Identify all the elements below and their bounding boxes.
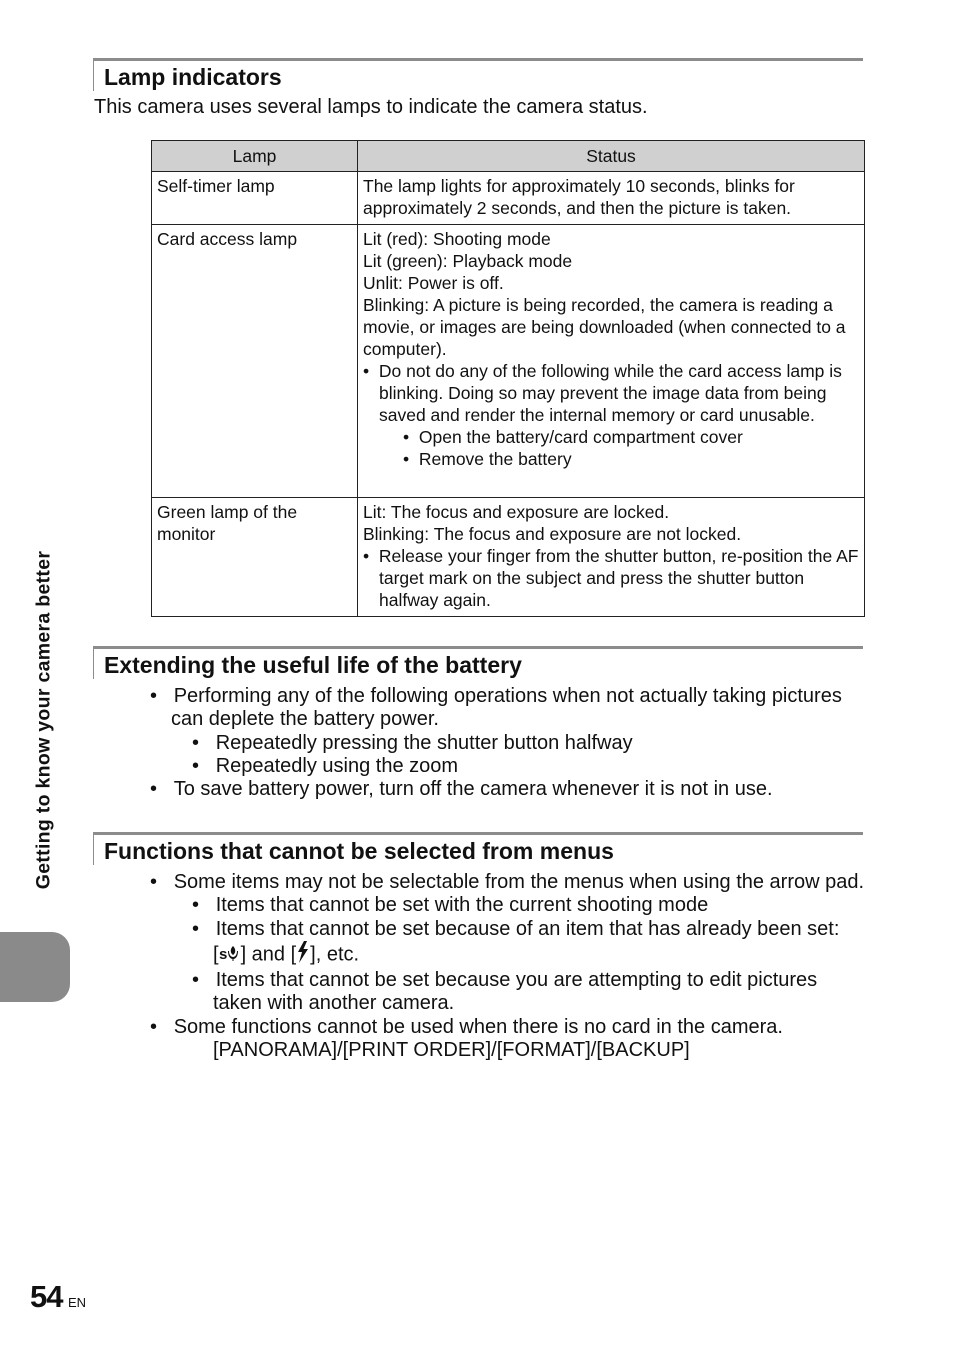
intro-text: This camera uses several lamps to indicate the camera status. (94, 96, 648, 118)
section-title: Extending the useful life of the battery (104, 652, 522, 678)
lamp-name: Green lamp of the monitor (152, 498, 358, 617)
lamp-indicators-header (93, 58, 863, 91)
bullet: • (363, 546, 370, 566)
page-number: 54 (30, 1279, 63, 1314)
menus-section-header (93, 832, 863, 865)
list-item: • Performing any of the following operations when not actually taking pictures can deplete the battery power. (150, 685, 842, 731)
menu-functions-list (150, 871, 870, 1062)
svg-text:s: s (218, 945, 227, 962)
sub-item: • Remove the battery (403, 449, 572, 469)
battery-tips-list (150, 685, 870, 801)
chapter-side-label: Getting to know your camera better (32, 550, 55, 890)
status-line: Lit (green): Playback mode (363, 251, 573, 271)
status-line: Blinking: A picture is being recorded, the camera is reading a movie, or images are being downloaded (when connected to a computer). (363, 295, 846, 359)
bullet: • (192, 917, 200, 940)
bullet: • (403, 449, 410, 469)
column-header-status: Status (358, 141, 865, 172)
sub-item: • Open the battery/card compartment cover (403, 427, 743, 447)
super-macro-icon (219, 942, 241, 968)
battery-section-header (93, 646, 863, 679)
flash-icon (296, 941, 310, 969)
list-item: • Some functions cannot be used when there is no card in the camera. (150, 1015, 783, 1038)
lamp-name: Card access lamp (152, 225, 358, 498)
bullet: • (192, 731, 200, 754)
bullet: • (150, 778, 158, 801)
bullet: • (403, 427, 410, 447)
bullet: • (192, 754, 200, 777)
chapter-tab (0, 932, 70, 1002)
list-item: • Items that cannot be set with the current shooting mode (192, 894, 709, 917)
list-item: • Repeatedly using the zoom (192, 754, 459, 777)
lamp-table (151, 140, 865, 617)
page-language: EN (68, 1295, 87, 1310)
status-line: Blinking: The focus and exposure are not locked. (363, 524, 742, 544)
bullet: • (192, 969, 200, 992)
bullet: • (150, 871, 158, 893)
list-item-detail: [PANORAMA]/[PRINT ORDER]/[FORMAT]/[BACKUP] (213, 1039, 690, 1062)
status-line: Unlit: Power is off. (363, 273, 504, 293)
bullet: • (150, 685, 158, 707)
list-item: • Some items may not be selectable from the menus when using the arrow pad. (150, 871, 865, 893)
list-item: • To save battery power, turn off the camera whenever it is not in use. (150, 778, 773, 801)
caution-note: • Release your finger from the shutter button, re-position the AF target mark on the subject and press the shutter button halfway again. (363, 546, 859, 610)
table-row (152, 172, 865, 225)
bullet: • (363, 361, 370, 381)
bullet: • (150, 1015, 158, 1038)
table-row (152, 225, 865, 498)
section-title: Functions that cannot be selected from menus (104, 838, 614, 864)
section-title: Lamp indicators (104, 64, 282, 90)
lamp-status (358, 498, 865, 617)
caution-note: • Do not do any of the following while the card access lamp is blinking. Doing so may prevent the image data from being saved and render the internal memory or card unusable. (363, 361, 842, 425)
list-item: • Repeatedly pressing the shutter button halfway (192, 731, 633, 754)
table-header-row (152, 141, 865, 172)
status-line: Lit: The focus and exposure are locked. (363, 502, 670, 522)
column-header-lamp: Lamp (152, 141, 358, 172)
lamp-status: The lamp lights for approximately 10 seconds, blinks for approximately 2 seconds, and then the picture is taken. (358, 172, 865, 225)
table-row (152, 498, 865, 617)
list-item: • Items that cannot be set because of an item that has already been set: [ s ] and [ ], etc. (150, 918, 870, 970)
bullet: • (192, 894, 200, 917)
list-item: • Items that cannot be set because you are attempting to edit pictures taken with another camera. (192, 969, 818, 1015)
status-line: Lit (red): Shooting mode (363, 229, 551, 249)
lamp-status (358, 225, 865, 498)
lamp-name: Self-timer lamp (152, 172, 358, 225)
